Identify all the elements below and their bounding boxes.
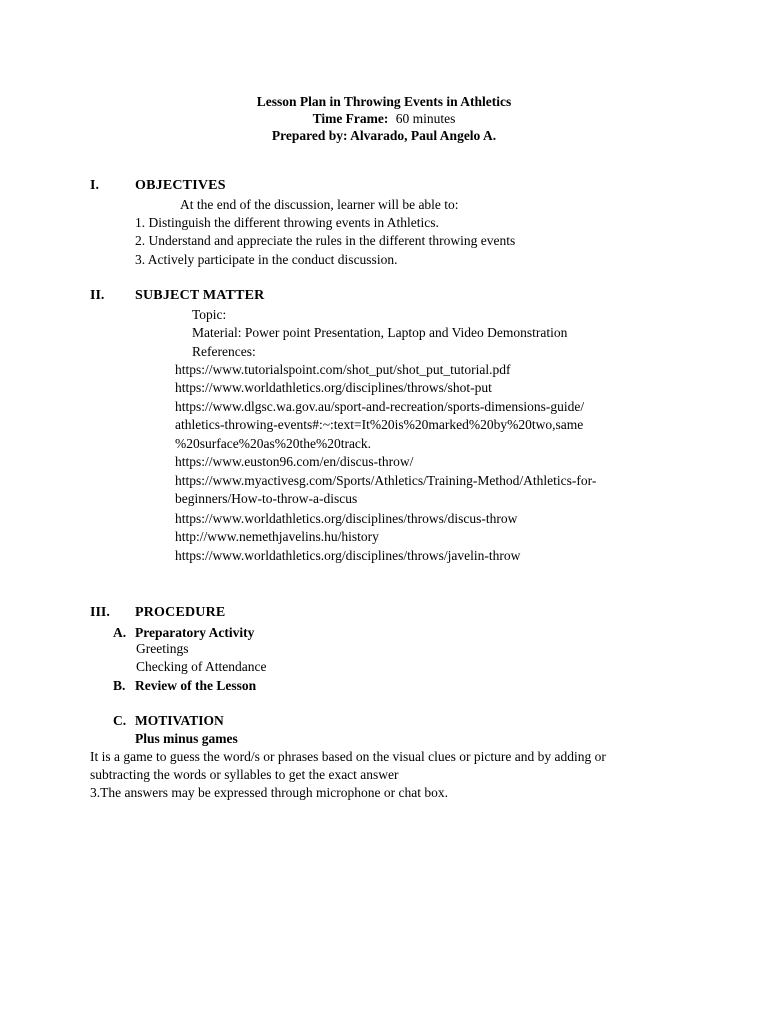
- objectives-number: I.: [90, 178, 99, 193]
- motivation-note: 3.The answers may be expressed through microphone or chat box.: [90, 785, 449, 800]
- procedure-c-title: MOTIVATION: [135, 713, 224, 728]
- topic-label: Topic:: [192, 307, 227, 322]
- procedure-a-title: Preparatory Activity: [135, 625, 255, 640]
- procedure-title: PROCEDURE: [135, 605, 226, 620]
- reference-line: https://www.myactivesg.com/Sports/Athletics/Training-Method/Athletics-for-: [175, 473, 597, 488]
- objectives-title: OBJECTIVES: [135, 178, 226, 193]
- prepared-by: Prepared by: Alvarado, Paul Angelo A.: [271, 128, 497, 143]
- procedure-b-title: Review of the Lesson: [135, 678, 257, 693]
- procedure-a-item: Checking of Attendance: [136, 659, 267, 674]
- reference-line: athletics-throwing-events#:~:text=It%20is%20marked%20by%20two,same: [175, 417, 584, 432]
- reference-line: https://www.tutorialspoint.com/shot_put/shot_put_tutorial.pdf: [175, 362, 511, 377]
- time-frame-line: [0, 110, 768, 128]
- document-title: Lesson Plan in Throwing Events in Athletics: [256, 94, 512, 109]
- reference-line: https://www.worldathletics.org/disciplines/throws/discus-throw: [175, 511, 518, 526]
- material-line: Material: Power point Presentation, Laptop and Video Demonstration: [192, 325, 568, 340]
- references-label: References:: [192, 344, 256, 359]
- objective-item-1: 1. Distinguish the different throwing events in Athletics.: [135, 215, 439, 230]
- objective-item-3: 3. Actively participate in the conduct discussion.: [135, 252, 398, 267]
- reference-line: beginners/How-to-throw-a-discus: [175, 491, 358, 506]
- reference-line: https://www.worldathletics.org/disciplines/throws/shot-put: [175, 380, 492, 395]
- procedure-c-label: C.: [113, 713, 127, 728]
- motivation-description: subtracting the words or syllables to get the exact answer: [90, 767, 399, 782]
- procedure-a-item: Greetings: [136, 641, 189, 656]
- reference-line: https://www.euston96.com/en/discus-throw/: [175, 454, 414, 469]
- procedure-b-label: B.: [113, 678, 126, 693]
- objectives-intro: At the end of the discussion, learner will be able to:: [180, 197, 459, 212]
- reference-line: %20surface%20as%20the%20track.: [175, 436, 372, 451]
- objective-item-2: 2. Understand and appreciate the rules in the different throwing events: [135, 233, 516, 248]
- procedure-number: III.: [90, 605, 110, 620]
- motivation-description: It is a game to guess the word/s or phrases based on the visual clues or picture and by adding or: [90, 749, 606, 764]
- procedure-a-label: A.: [113, 625, 127, 640]
- reference-line: https://www.dlgsc.wa.gov.au/sport-and-recreation/sports-dimensions-guide/: [175, 399, 585, 414]
- reference-line: http://www.nemethjavelins.hu/history: [175, 529, 379, 544]
- time-frame-value: 60 minutes: [395, 111, 456, 126]
- subject-matter-title: SUBJECT MATTER: [135, 288, 265, 303]
- procedure-c-subtitle: Plus minus games: [135, 731, 238, 746]
- time-frame-label: Time Frame:: [312, 111, 389, 126]
- reference-line: https://www.worldathletics.org/disciplines/throws/javelin-throw: [175, 548, 521, 563]
- subject-matter-number: II.: [90, 288, 105, 303]
